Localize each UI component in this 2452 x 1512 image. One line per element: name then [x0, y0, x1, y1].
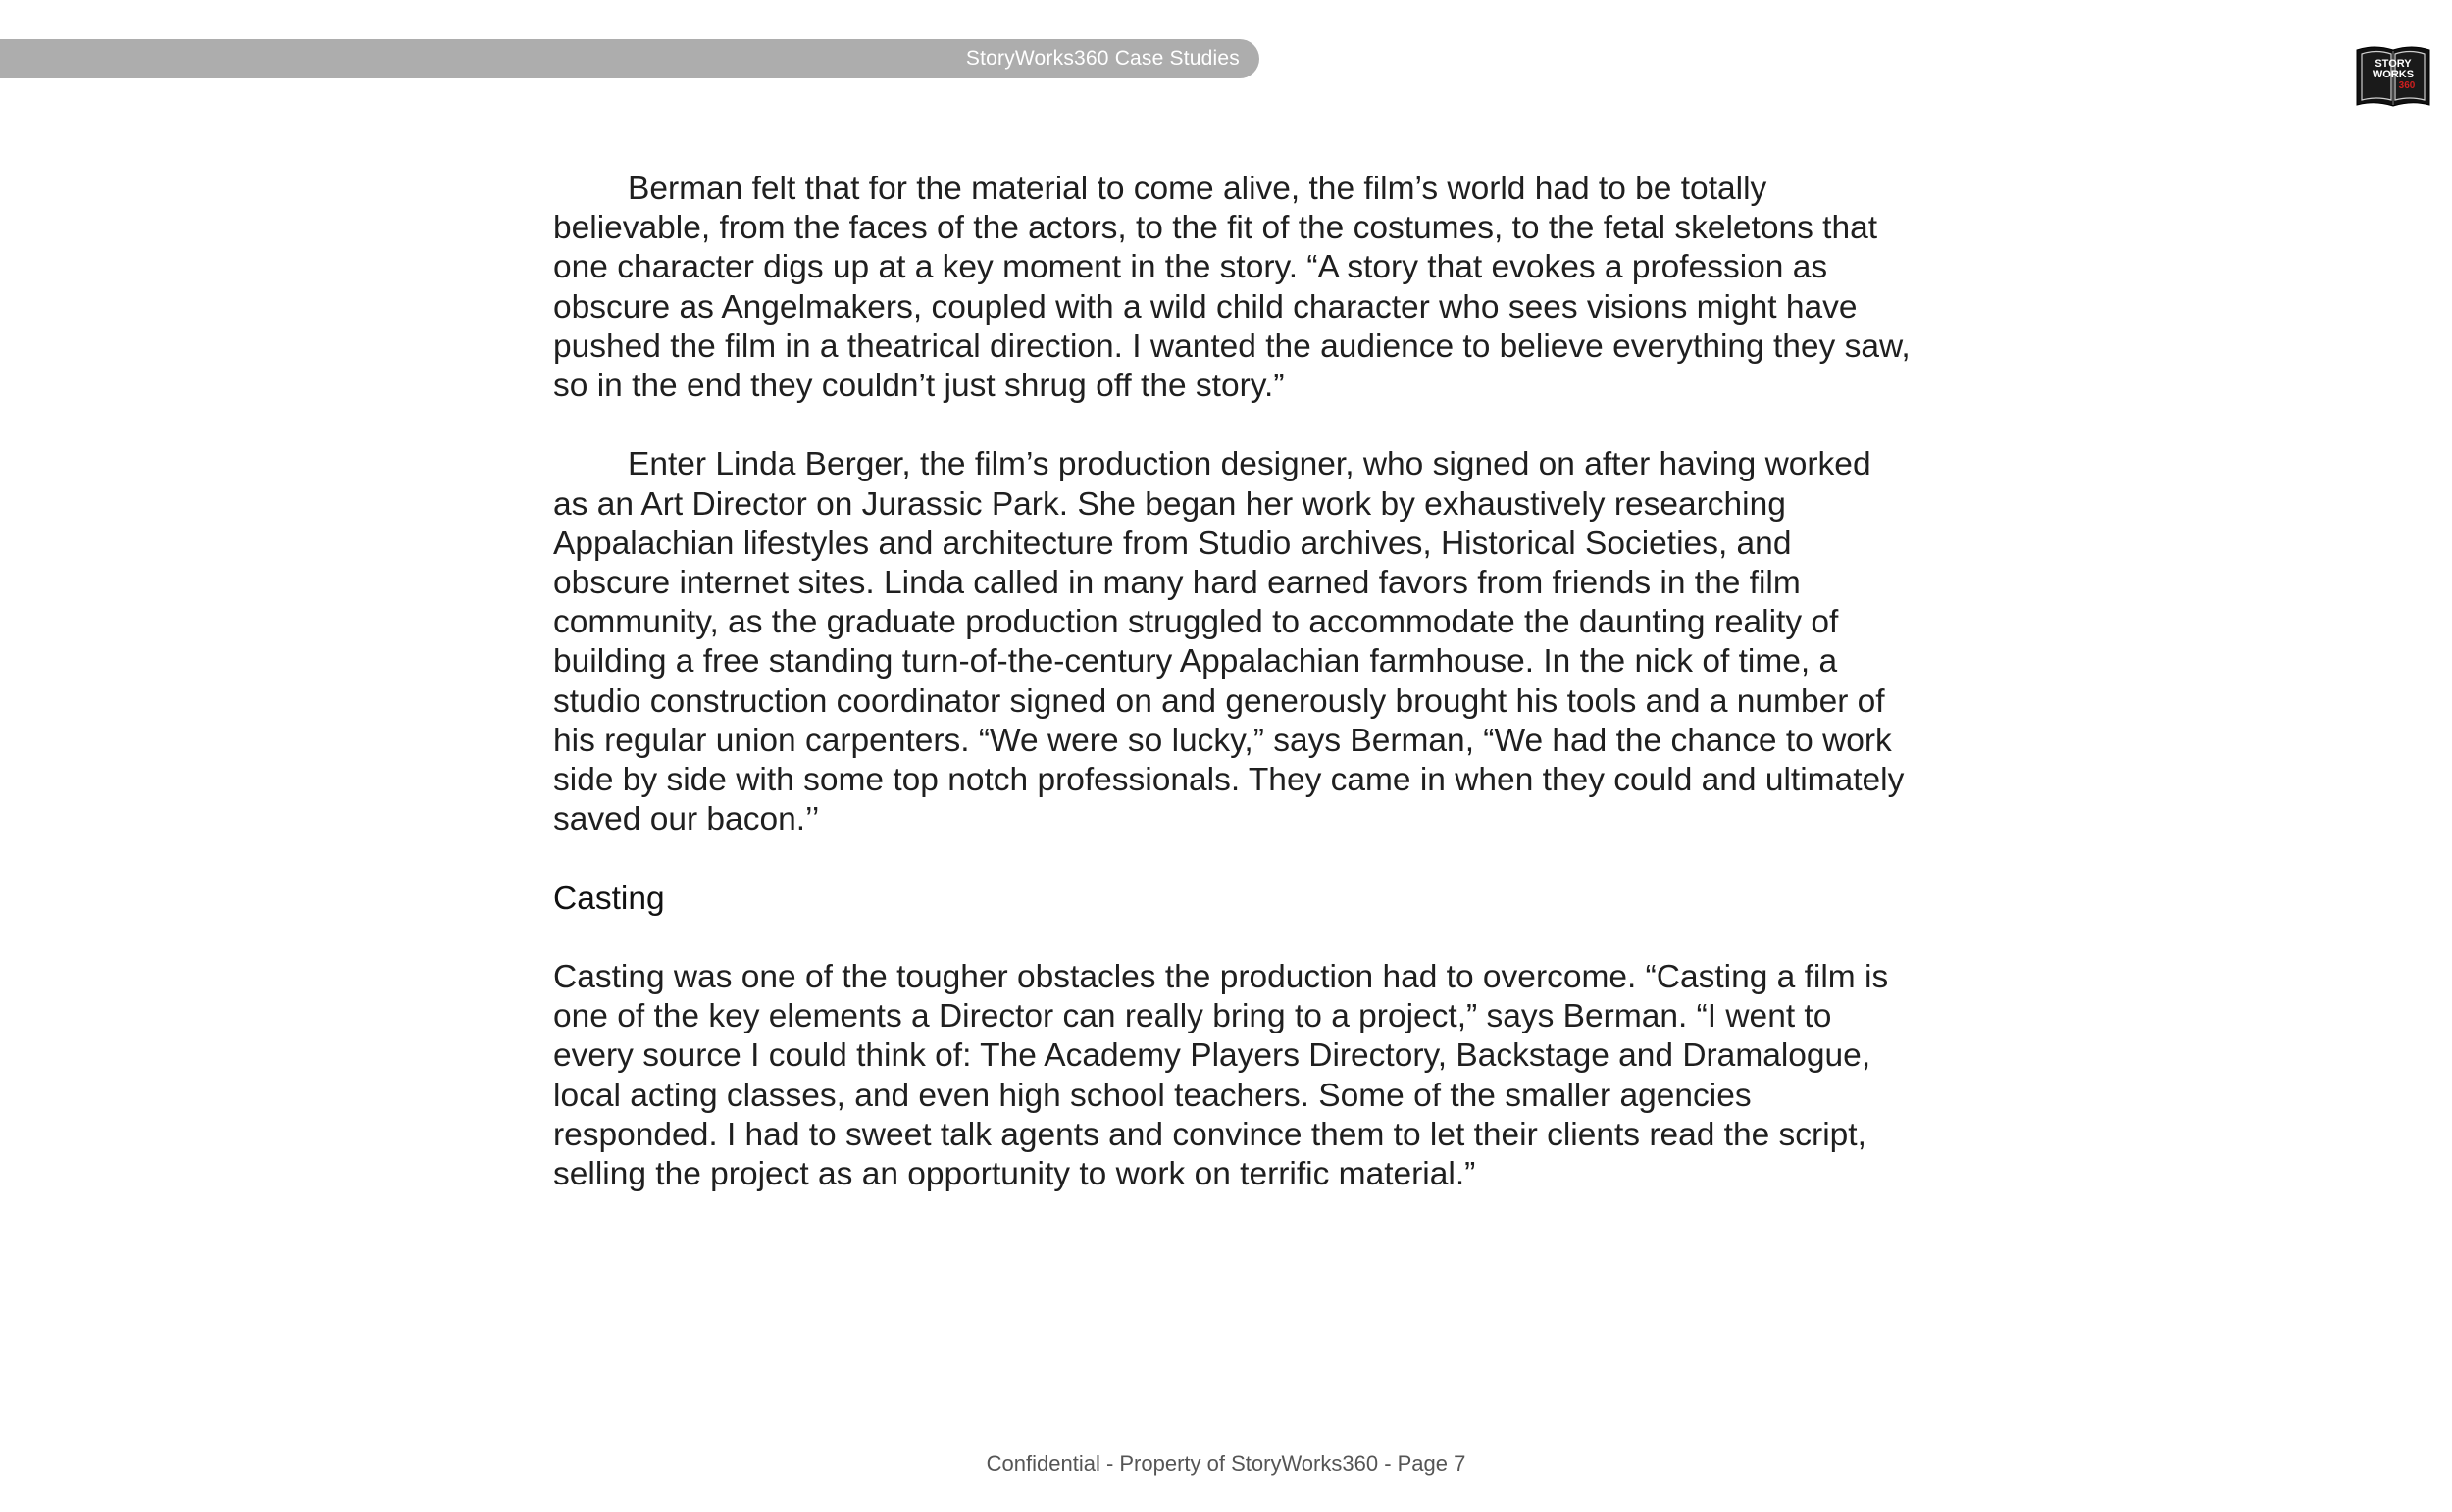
logo-text-360: 360: [2398, 80, 2416, 91]
section-heading-casting: Casting: [553, 880, 665, 917]
storyworks-logo: [2356, 43, 2430, 108]
paragraph-production-world: Berman felt that for the material to come alive, the film’s world had to be totally believable, from the faces of the actors, to the fit of the costumes, to the fetal skeletons that one character digs up at a key moment in the story. “A story that evokes a profession as obscure as Angelmakers, coupled with a wild child character who sees visions might have pushed the film in a theatrical direction. I wanted the audience to believe everything they saw, so in the end they couldn’t just shrug off the story.”: [553, 171, 1911, 405]
page-footer: Confidential - Property of StoryWorks360 - Page 7: [986, 1451, 1466, 1476]
paragraph-production-design: Enter Linda Berger, the film’s production designer, who signed on after having worked as an Art Director on Jurassic Park. She began her work by exhaustively researching Appalachian lifestyles and architecture from Studio archives, Historical Societies, and obscure internet sites. Linda called in many hard earned favors from friends in the film community, as the graduate production struggled to accommodate the daunting reality of building a free standing turn-of-the-century Appalachian farmhouse. In the nick of time, a studio construction coordinator signed on and generously brought his tools and a number of his regular union carpenters. “We were so lucky,” says Berman, “We had the chance to work side by side with some top notch professionals. They came in when they could and ultimately saved our bacon.’’: [553, 446, 1905, 838]
article-body: [553, 170, 1913, 1234]
header-title: StoryWorks360 Case Studies: [965, 47, 1240, 70]
logo-text-works: WORKS: [2372, 69, 2415, 80]
open-book-icon: [2356, 43, 2430, 108]
logo-text-story: STORY: [2375, 58, 2412, 70]
paragraph-casting: Casting was one of the tougher obstacles the production had to overcome. “Casting a film is one of the key elements a Director can really bring to a project,” says Berman. “I went to every source I could think of: The Academy Players Directory, Backstage and Dramalogue, local acting classes, and even high school teachers. Some of the smaller agencies responded. I had to sweet talk agents and convince them to let their clients read the script, selling the project as an opportunity to work on terrific material.”: [553, 959, 1889, 1193]
header-bar: [0, 39, 1259, 78]
